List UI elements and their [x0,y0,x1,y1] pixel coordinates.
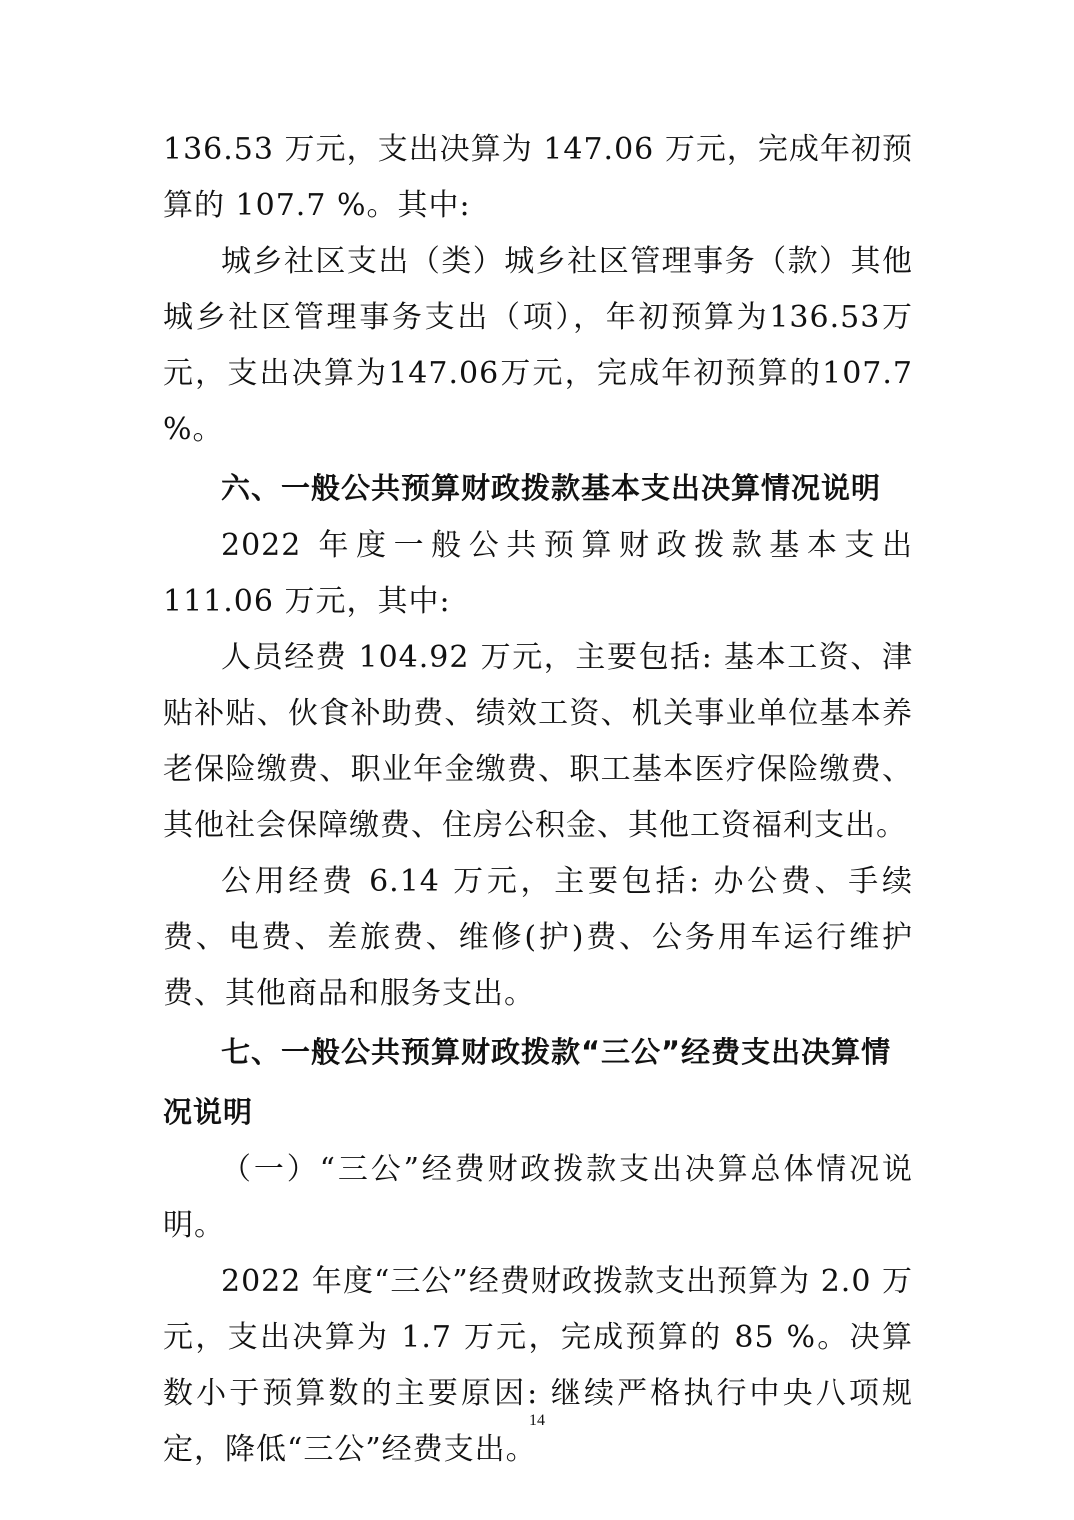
paragraph-three-public-expenses: 2022 年度“三公”经费财政拨款支出预算为 2.0 万元，支出决算为 1.7 万元，完成预算的 85 %。决算数小于预算数的主要原因: 继续严格执行中央八项规定，降低“三公”经费支出。 [163,1264,913,1467]
paragraph-public-costs: 公用经费 6.14 万元，主要包括: 办公费、手续费、电费、差旅费、维修(护)费、公务用车运行维护费、其他商品和服务支出。 [163,864,913,1011]
section-heading-six: 六、一般公共预算财政拨款基本支出决算情况说明 [221,471,882,505]
paragraph-basic-expenditure: 2022 年度一般公共预算财政拨款基本支出 111.06 万元，其中: [163,528,913,619]
document-body [163,122,913,1478]
paragraph-budget-summary: 136.53 万元，支出决算为 147.06 万元，完成年初预算的 107.7 %。其中: [163,132,913,223]
page-number: 14 [529,1412,545,1429]
subsection-heading-one: （一）“三公”经费财政拨款支出决算总体情况说明。 [163,1152,913,1243]
paragraph-personnel-costs: 人员经费 104.92 万元，主要包括: 基本工资、津贴补贴、伙食补助费、绩效工资、机关事业单位基本养老保险缴费、职业年金缴费、职工基本医疗保险缴费、其他社会保障缴费、住房公积金、其他工资福利支出。 [163,640,913,843]
section-heading-seven: 七、一般公共预算财政拨款“三公”经费支出决算情况说明 [163,1035,892,1129]
paragraph-community-expenditure: 城乡社区支出（类）城乡社区管理事务（款）其他城乡社区管理事务支出（项），年初预算为136.53万元，支出决算为147.06万元，完成年初预算的107.7 %。 [163,244,913,447]
